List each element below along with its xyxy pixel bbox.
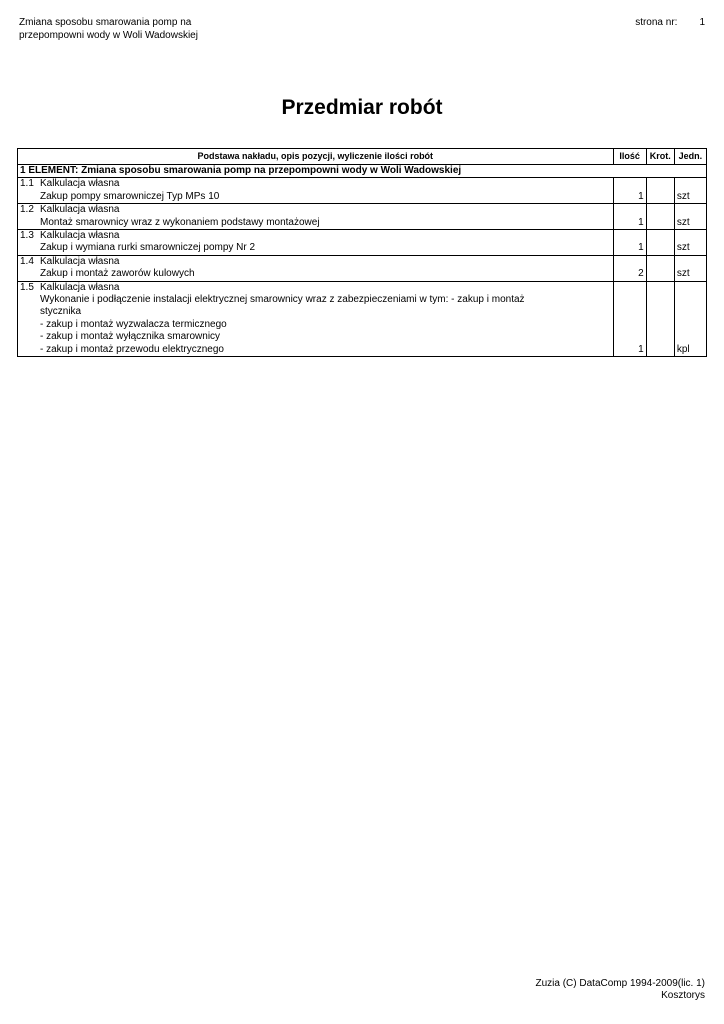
table-row xyxy=(18,204,707,230)
position-description-line: Zakup i wymiana rurki smarowniczej pompy Nr 2 xyxy=(40,242,256,254)
column-header-quantity: Ilość xyxy=(613,149,646,165)
position-unit: kpl xyxy=(674,281,706,356)
position-description-line: - zakup i montaż przewodu elektrycznego xyxy=(40,343,224,355)
position-description-line: Zakup i montaż zaworów kulowych xyxy=(40,268,195,280)
position-description-line: - zakup i montaż wyzwalacza termicznego xyxy=(40,318,227,330)
position-quantity: 1 xyxy=(613,204,646,230)
position-basis: Kalkulacja własna xyxy=(40,281,120,293)
header-title-line2: przepompowni wody w Woli Wadowskiej xyxy=(19,30,198,41)
position-description-cell xyxy=(18,204,614,230)
position-krot xyxy=(646,281,674,356)
position-header xyxy=(20,204,611,216)
position-number: 1.1 xyxy=(20,178,34,190)
position-number: 1.5 xyxy=(20,281,34,293)
position-number: 1.4 xyxy=(20,255,34,267)
position-krot xyxy=(646,178,674,204)
position-description-cell xyxy=(18,281,614,356)
table-row xyxy=(18,178,707,204)
position-unit: szt xyxy=(674,255,706,281)
position-basis: Kalkulacja własna xyxy=(40,230,120,242)
position-description-line: Zakup pompy smarowniczej Typ MPs 10 xyxy=(40,190,220,202)
position-description-line: - zakup i montaż wyłącznika smarownicy xyxy=(40,331,221,343)
position-quantity: 1 xyxy=(613,178,646,204)
position-number: 1.2 xyxy=(20,204,34,216)
position-krot xyxy=(646,255,674,281)
position-number: 1.3 xyxy=(20,230,34,242)
table-row xyxy=(18,255,707,281)
position-quantity: 1 xyxy=(613,281,646,356)
footer-copyright: Zuzia (C) DataComp 1994-2009(lic. 1) xyxy=(535,978,705,989)
position-description-line: stycznika xyxy=(40,306,82,318)
column-header-description: Podstawa nakładu, opis pozycji, wyliczenie ilości robót xyxy=(18,149,614,165)
position-header xyxy=(20,178,611,190)
position-unit: szt xyxy=(674,230,706,256)
table-row xyxy=(18,230,707,256)
position-header xyxy=(20,256,611,268)
page-number: 1 xyxy=(699,17,705,28)
position-description-line: Wykonanie i podłączenie instalacji elektrycznej smarownicy wraz z zabezpieczeniami w tym: - zakup i montaż xyxy=(40,294,525,306)
position-krot xyxy=(646,230,674,256)
column-header-krot: Krot. xyxy=(646,149,674,165)
page-label: strona nr: xyxy=(635,17,678,28)
position-description-cell xyxy=(18,230,614,256)
document-header-left xyxy=(19,16,198,42)
position-basis: Kalkulacja własna xyxy=(40,204,120,216)
position-unit: szt xyxy=(674,204,706,230)
element-row xyxy=(18,165,707,178)
position-krot xyxy=(646,204,674,230)
position-description-cell xyxy=(18,255,614,281)
document-footer xyxy=(535,978,705,1002)
column-header-unit: Jedn. xyxy=(674,149,706,165)
position-unit: szt xyxy=(674,178,706,204)
footer-document-type: Kosztorys xyxy=(661,990,705,1001)
table-header-row xyxy=(18,149,707,165)
position-quantity: 1 xyxy=(613,230,646,256)
position-quantity: 2 xyxy=(613,255,646,281)
position-header xyxy=(20,230,611,242)
position-basis: Kalkulacja własna xyxy=(40,178,120,190)
position-description-cell xyxy=(18,178,614,204)
element-title: 1 ELEMENT: Zmiana sposobu smarowania pomp na przepompowni wody w Woli Wadowskiej xyxy=(18,165,707,178)
position-description-line: Montaż smarownicy wraz z wykonaniem podstawy montażowej xyxy=(40,216,320,228)
position-basis: Kalkulacja własna xyxy=(40,255,120,267)
page-number-block xyxy=(635,16,705,29)
header-title-line1: Zmiana sposobu smarowania pomp na xyxy=(19,17,192,28)
position-header xyxy=(20,282,611,294)
table-row xyxy=(18,281,707,356)
bill-of-quantities-table xyxy=(17,148,707,357)
page-title: Przedmiar robót xyxy=(281,96,443,119)
